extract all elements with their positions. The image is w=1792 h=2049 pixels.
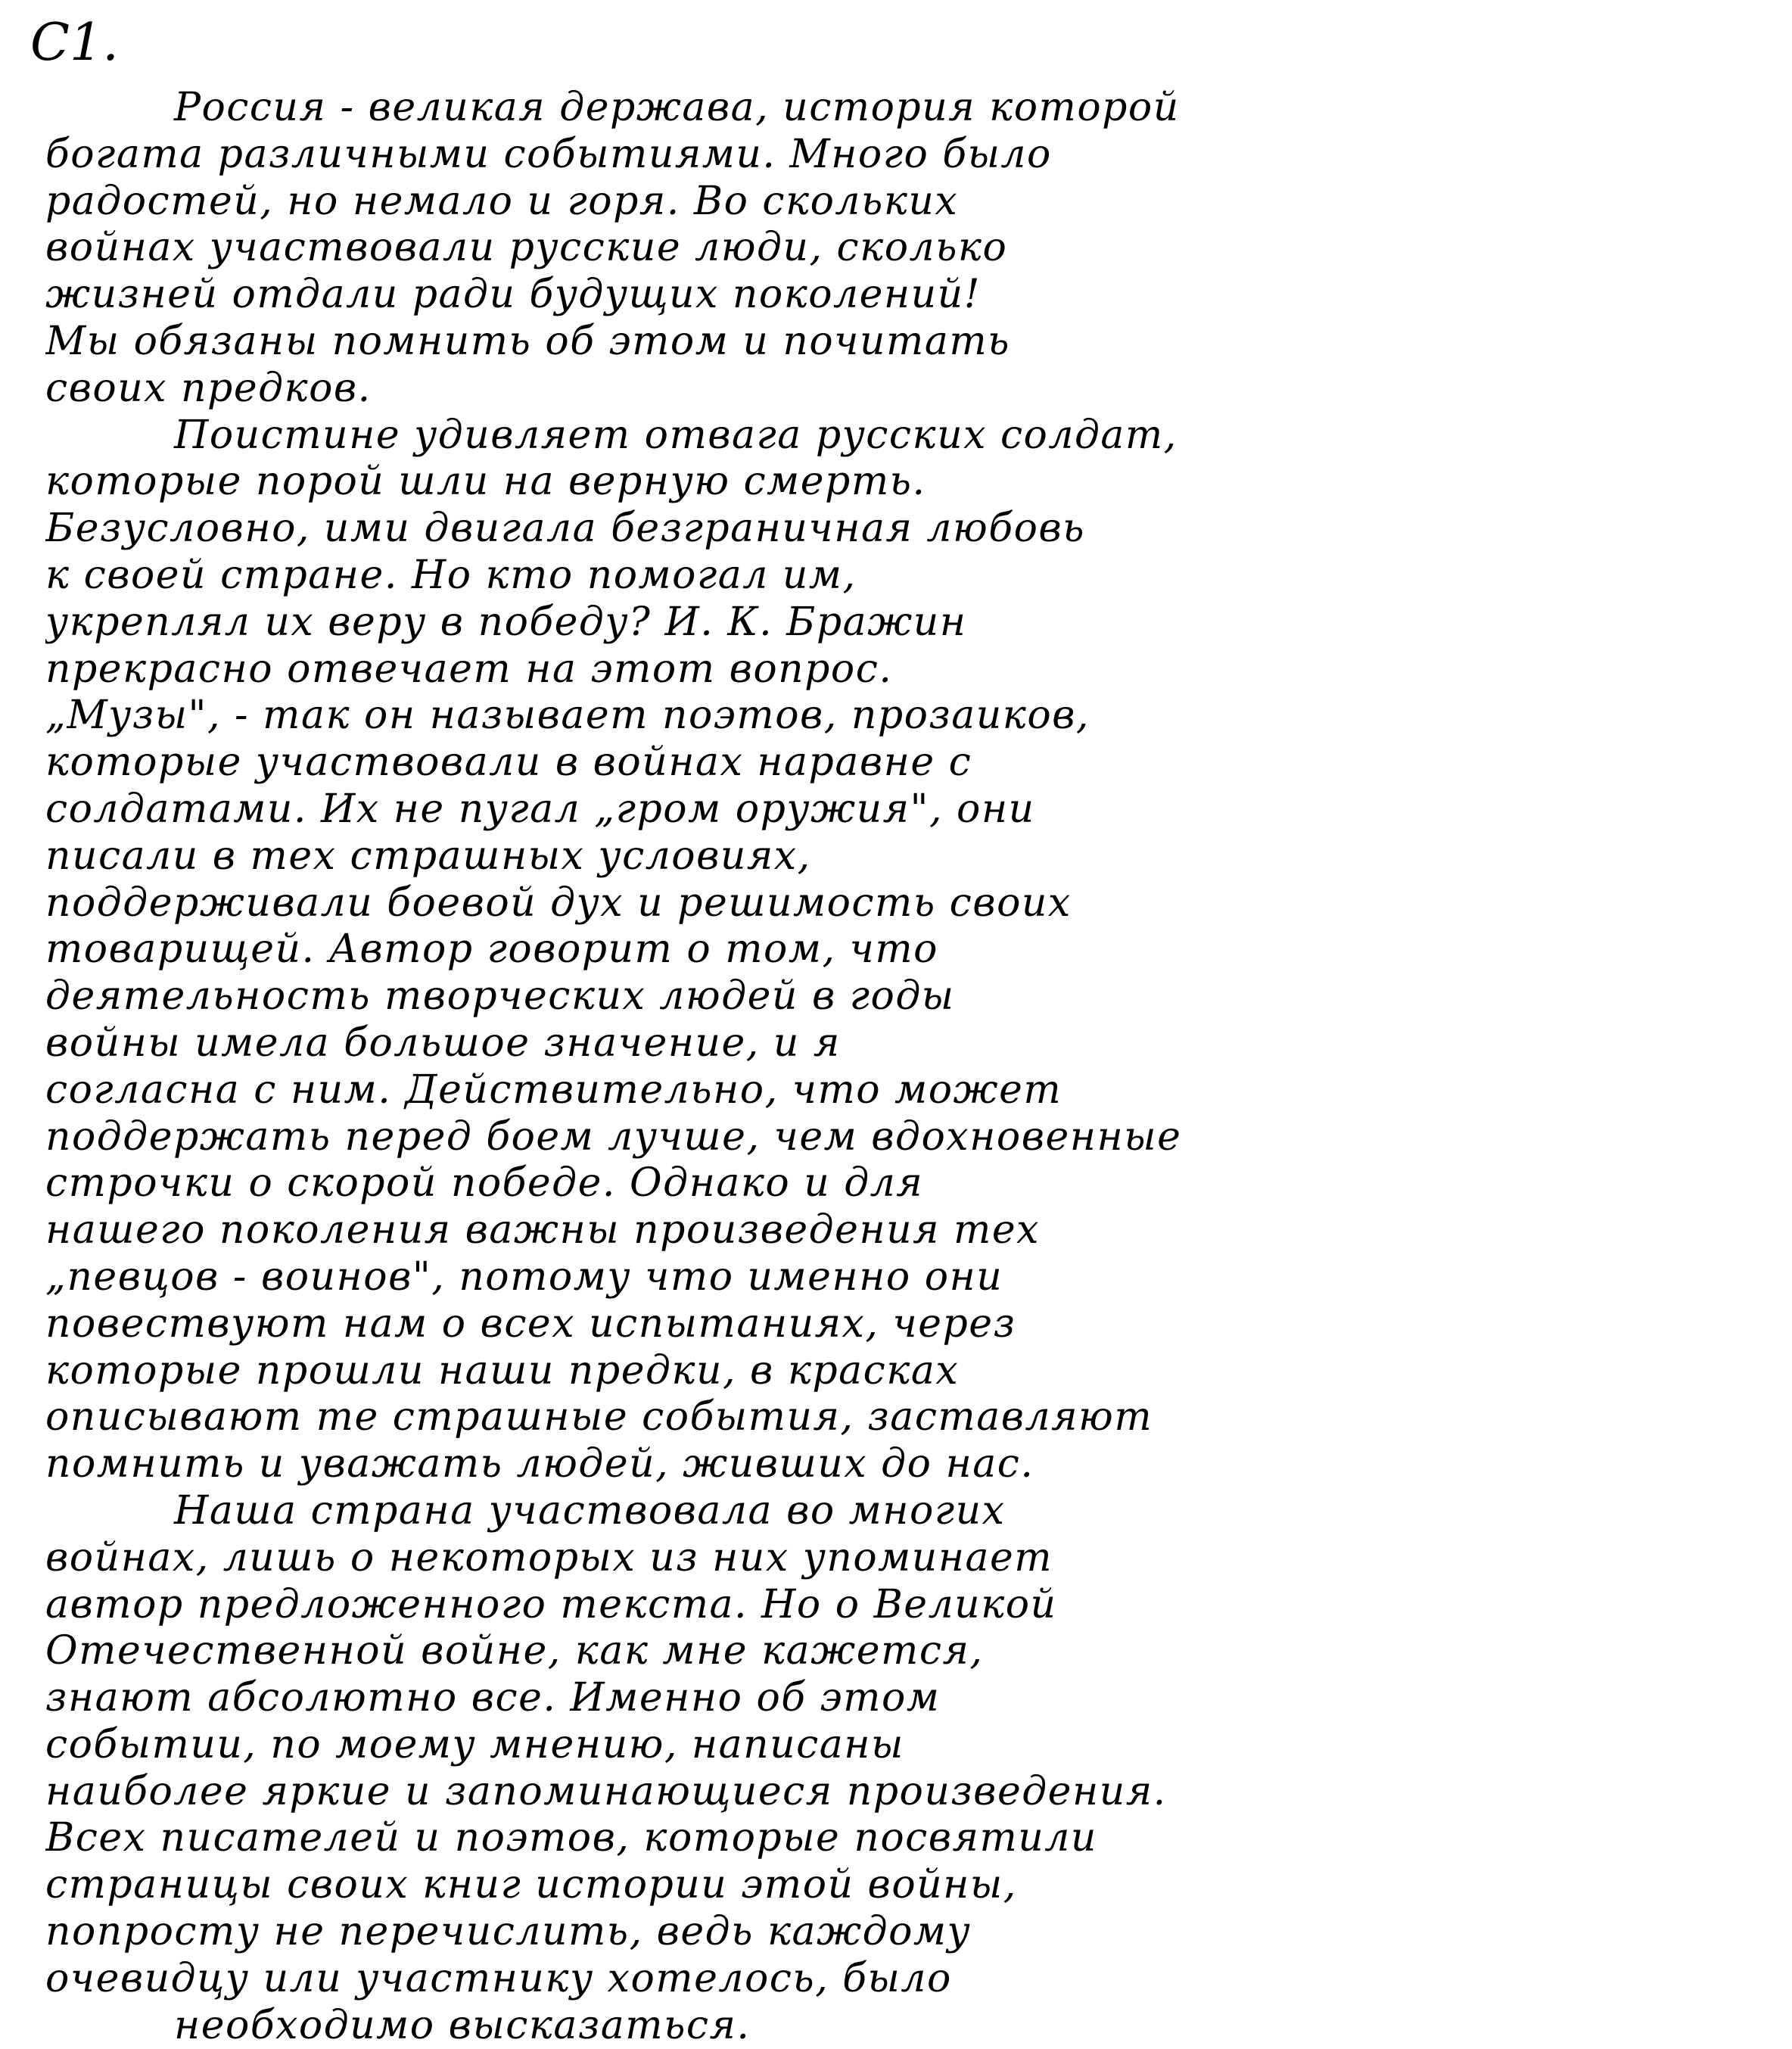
essay-line: укреплял их веру в победу? И. К. Бражин bbox=[45, 599, 967, 645]
essay-line: войнах, лишь о некоторых из них упоминает bbox=[45, 1534, 1053, 1580]
essay-line: описывают те страшные события, заставляют bbox=[45, 1394, 1153, 1440]
essay-line: деятельность творческих людей в годы bbox=[45, 973, 955, 1020]
essay-line: своих предков. bbox=[45, 365, 372, 411]
essay-line: Отечественной войне, как мне кажется, bbox=[45, 1628, 984, 1674]
essay-line: необходимо высказаться. bbox=[174, 2002, 751, 2048]
essay-line: которые прошли наши предки, в красках bbox=[45, 1347, 960, 1394]
essay-line: войнах участвовали русские люди, сколько bbox=[45, 225, 1008, 271]
essay-line: строчки о скорой победе. Однако и для bbox=[45, 1160, 924, 1207]
essay-line: Наша страна участвовала во многих bbox=[174, 1487, 1006, 1534]
essay-line: Безусловно, ими двигала безграничная любовь bbox=[45, 506, 1085, 552]
essay-line: автор предложенного текста. Но о Великой bbox=[45, 1581, 1057, 1627]
essay-line: повествуют нам о всех испытаниях, через bbox=[45, 1300, 1016, 1347]
essay-line: писали в тех страшных условиях, bbox=[45, 833, 811, 879]
essay-line: солдатами. Их не пугал „гром оружия", они bbox=[45, 786, 1035, 832]
essay-line: Россия - великая держава, история которой bbox=[174, 85, 1180, 130]
essay-line: Поистине удивляет отвага русских солдат, bbox=[174, 412, 1178, 458]
essay-line: войны имела большое значение, и я bbox=[45, 1020, 841, 1066]
essay-line: нашего поколения важны произведения тех bbox=[45, 1207, 1040, 1253]
essay-line: которые порой шли на верную смерть. bbox=[45, 459, 926, 505]
essay-line: согласна с ним. Действительно, что может bbox=[45, 1067, 1062, 1113]
essay-line: которые участвовали в войнах наравне с bbox=[45, 740, 972, 786]
essay-line: богата различными событиями. Много было bbox=[45, 131, 1052, 177]
essay-line: поддержать перед боем лучше, чем вдохновенные bbox=[45, 1113, 1182, 1160]
essay-line: наиболее яркие и запоминающиеся произведения. bbox=[45, 1768, 1167, 1814]
essay-line: жизней отдали ради будущих поколений! bbox=[45, 272, 982, 318]
essay-line: Мы обязаны помнить об этом и почитать bbox=[45, 318, 1010, 364]
essay-line: Всех писателей и поэтов, которые посвятили bbox=[45, 1815, 1097, 1861]
essay-line: попросту не перечислить, ведь каждому bbox=[45, 1909, 972, 1955]
essay-line: товарищей. Автор говорит о том, что bbox=[45, 926, 938, 973]
task-label: С1. bbox=[30, 13, 119, 73]
essay-line: знают абсолютно все. Именно об этом bbox=[45, 1675, 941, 1721]
essay-line: поддерживали боевой дух и решимость своих bbox=[45, 880, 1072, 926]
essay-line: прекрасно отвечает на этот вопрос. bbox=[45, 646, 893, 692]
essay-line: радостей, но немало и горя. Во скольких bbox=[45, 178, 959, 224]
essay-line: к своей стране. Но кто помогал им, bbox=[45, 552, 857, 598]
essay-line: помнить и уважать людей, живших до нас. bbox=[45, 1441, 1034, 1487]
essay-line: очевидцу или участнику хотелось, было bbox=[45, 1955, 952, 2001]
essay-line: событии, по моему мнению, написаны bbox=[45, 1721, 904, 1767]
essay-line: „Музы", - так он называет поэтов, прозаиков, bbox=[45, 693, 1090, 739]
essay-line: страницы своих книг истории этой войны, bbox=[45, 1862, 1017, 1908]
essay-line: „певцов - воинов", потому что именно они bbox=[45, 1253, 1003, 1300]
essay-text bbox=[45, 85, 1756, 2049]
